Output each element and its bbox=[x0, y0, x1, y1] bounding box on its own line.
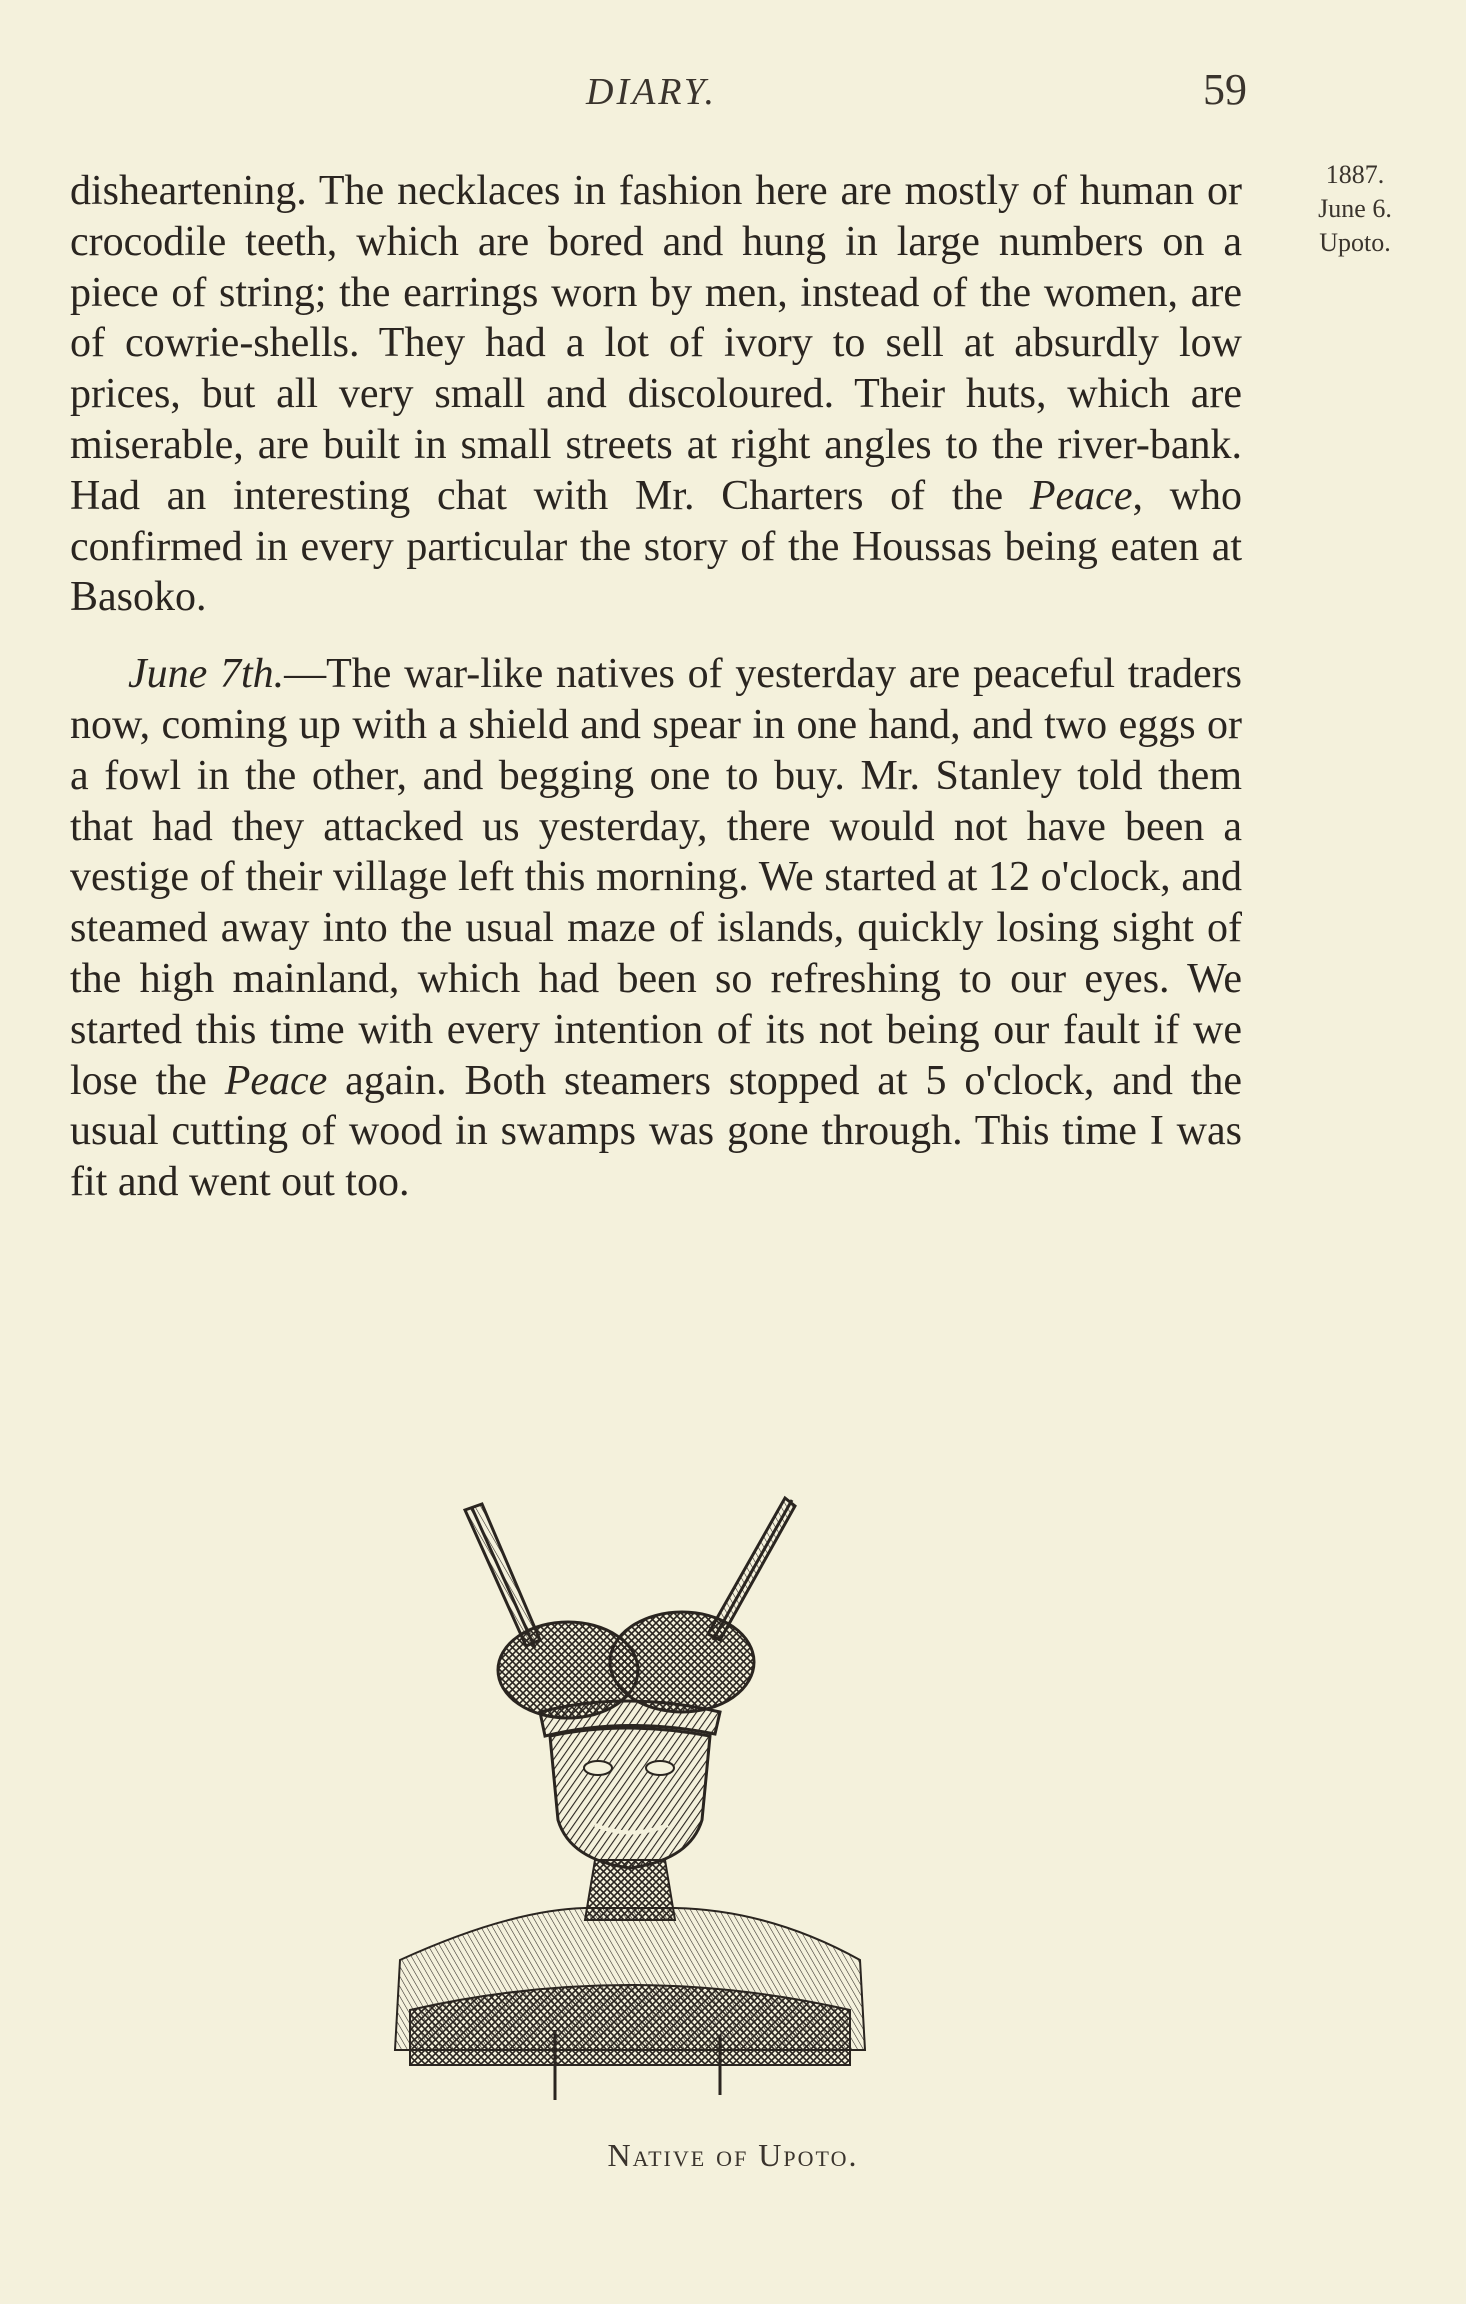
paragraph2-text-b: again. Both steamers stopped at 5 o'clock, and the usual cutting of wood in swamps was gone through. This time I was fit and went out too. bbox=[70, 1057, 1243, 1206]
left-feather-icon bbox=[465, 1504, 540, 1648]
body-text bbox=[70, 166, 1242, 1208]
margin-year: 1887. bbox=[1325, 160, 1385, 189]
paragraph2-text-a: —The war-like natives of yesterday are peaceful traders now, coming up with a shield and spear in one hand, and two eggs or a fowl in the other, and begging one to buy. Mr. Stanley told them that had they attacked us yesterday, there would not have been a vestige of their village left this morning. We started at 12 o'clock, and steamed away into the usual maze of islands, quickly losing sight of the high mainland, which had been so refreshing to our eyes. We started this time with every intention of its not being our fault if we lose the bbox=[70, 651, 1243, 1104]
ship-name: Peace bbox=[224, 1057, 328, 1104]
figure-caption: Native of Upoto. bbox=[607, 2137, 859, 2173]
paragraph-june-7 bbox=[70, 649, 1242, 1208]
margin-date: June 6. bbox=[1318, 194, 1392, 223]
paragraph1-text-a: disheartening. The necklaces in fashion here are mostly of human or crocodile teeth, which are bored and hung in large numbers on a piece of string; the earrings worn by men, instead of the women, are of cowrie-shells. They had a lot of ivory to sell at absurdly low prices, but all very small and discoloured. Their huts, which are miserable, are built in small streets at right angles to the river-bank. Had an interesting chat with Mr. Charters of the bbox=[70, 168, 1242, 519]
paragraph1-text-b: , who confirmed in every particular the story of the Houssas being eaten at Basoko. bbox=[70, 472, 1242, 621]
diary-date-heading: June 7th. bbox=[128, 651, 285, 698]
face bbox=[550, 1728, 710, 1868]
page-number: 59 bbox=[1203, 65, 1247, 114]
hair-bun-right bbox=[610, 1612, 754, 1712]
ship-name: Peace bbox=[1029, 472, 1133, 519]
native-portrait-engraving bbox=[390, 1490, 890, 2110]
margin-note bbox=[1295, 158, 1415, 260]
running-head: DIARY. bbox=[586, 71, 717, 113]
margin-place: Upoto. bbox=[1319, 228, 1391, 257]
paragraph-continuation bbox=[70, 166, 1242, 623]
